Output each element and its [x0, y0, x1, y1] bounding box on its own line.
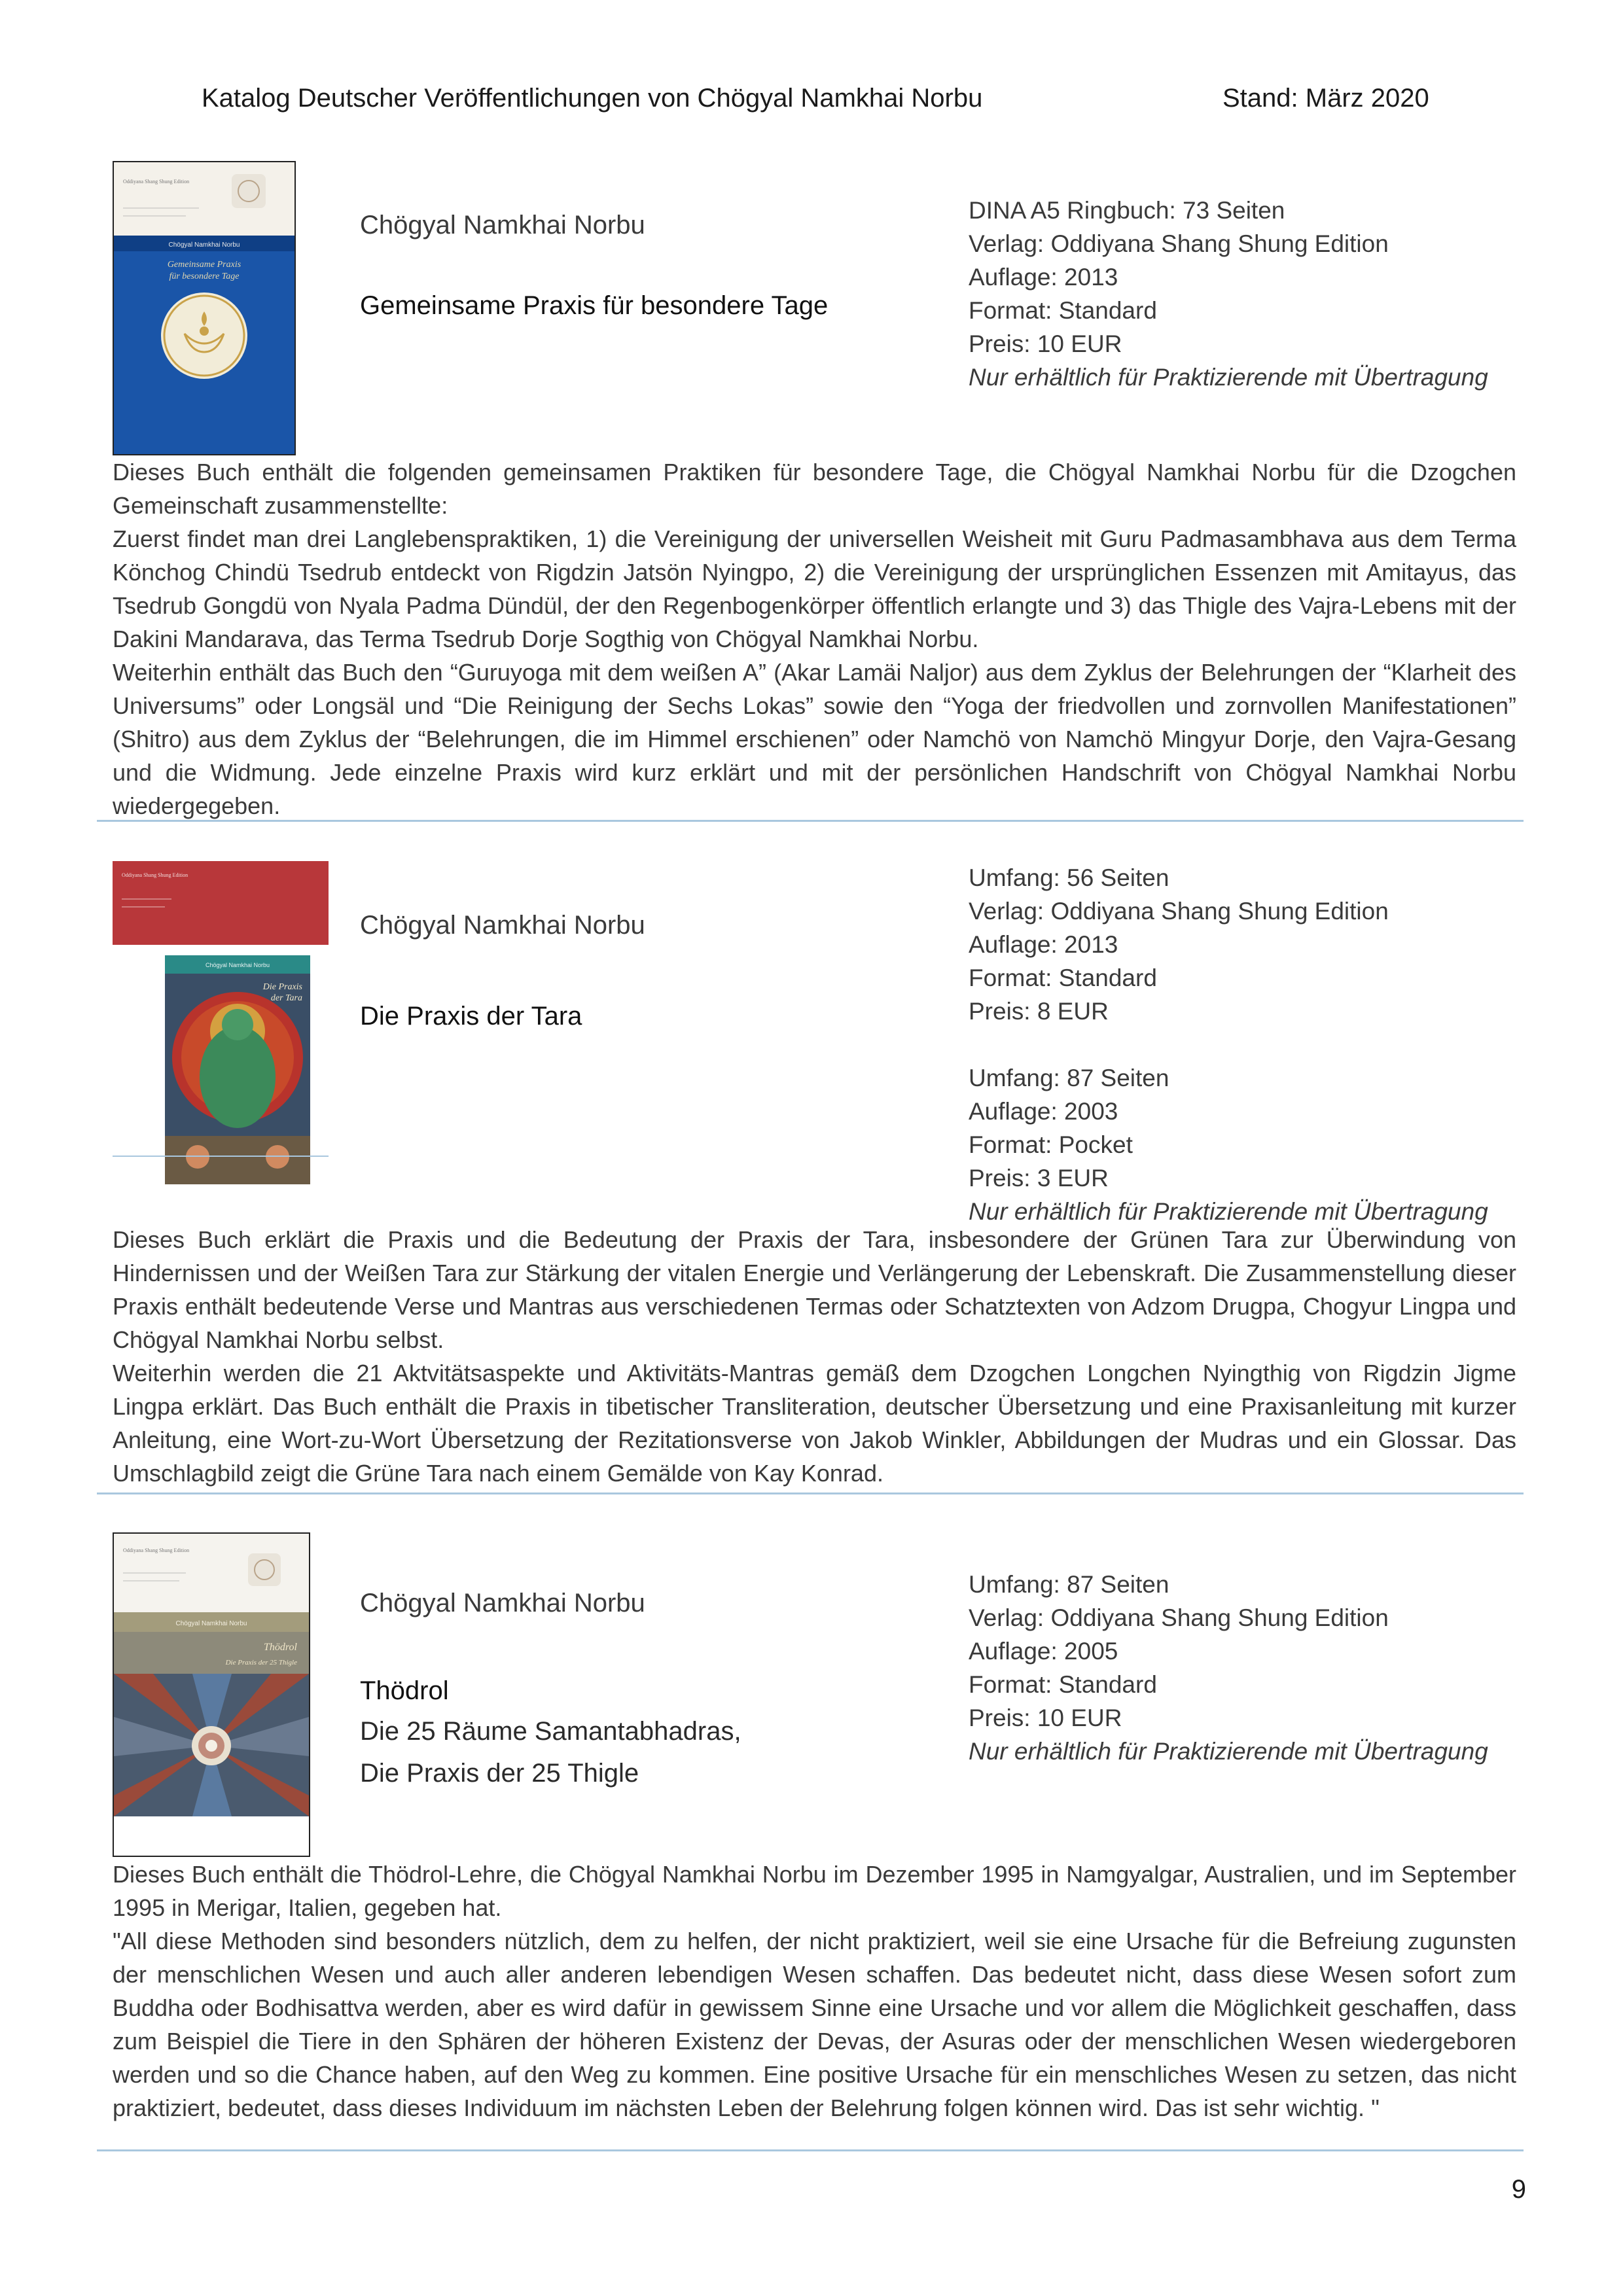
cover-painting-green-tara — [165, 974, 310, 1184]
book-cover-thoedrol — [113, 1532, 310, 1857]
cover-publisher: Oddiyana Shang Shung Edition — [122, 872, 188, 878]
book-cover-gemeinsame-praxis — [113, 161, 296, 455]
cover-author: Chögyal Namkhai Norbu — [175, 1620, 247, 1627]
description-paragraph: "All diese Methoden sind besonders nützlich, dem zu helfen, der nicht praktiziert, weil sie eine Ursache für die Befreiung zugunsten der menschlichen Wesen und auch aller anderen lebendigen Wesen schaffen. Das bedeutet nicht, dass diese Wesen sofort zum Buddha oder Bodhisattva werden, aber es wird dafür in gewissem Sinne eine Ursache und vor allem die Möglichkeit geschaffen, dass zum Beispiel die Tiere in den Sphären der höheren Existenz der Devas, der Asuras oder der menschlichen Wesen wiedergeboren werden und so die Chance haben, auf den Weg zu kommen. Eine positive Ursache für ein menschliches Wesen zu setzen, das nicht praktiziert, bedeutet, dass dieses Individuum im nächsten Leben der Belehrung folgen können wird. Das ist sehr wichtig. " — [113, 1928, 1516, 2121]
catalog-date: Stand: März 2020 — [1222, 84, 1429, 113]
description-paragraph: Weiterhin enthält das Buch den “Guruyoga mit dem weißen A” (Akar Lamäi Naljor) aus dem Zyklus der Belehrungen der “Klarheit des Universums” oder Longsäl und “Die Reinigung der Sechs Lokas” sowie den “Yoga der friedvollen und zornvollen Manifestationen” (Shitro) aus dem Zyklus der “Belehrungen, die im Himmel erschienen” oder Namchö von Namchö Mingyur Dorje, den Vajra-Gesang und die Widmung. Jede einzelne Praxis wird kurz erklärt und mit der persönlichen Handschrift von Chögyal Namkhai Norbu wiedergegeben. — [113, 659, 1516, 819]
detail-line: Auflage: 2013 — [969, 264, 1118, 291]
entry2-description — [113, 1223, 1516, 1490]
detail-line: Umfang: 87 Seiten — [969, 1571, 1169, 1598]
description-paragraph: Zuerst findet man drei Langlebenspraktiken, 1) die Vereinigung der universellen Weisheit mit Guru Padmasambhava aus dem Terma Könchog Chindü Tsedrub entdeckt von Rigdzin Jatsön Nyingpo, 2) die Vereinigung der ursprünglichen Essenzen mit Amitayus, das Tsedrub Gongdü von Nyala Padma Dündül, der den Regenbogenkörper öffentlich erlangte und 3) das Thigle des Vajra-Lebens mit der Dakini Mandarava, das Terma Tsedrub Dorje Sogthig von Chögyal Namkhai Norbu. — [113, 525, 1516, 652]
description-paragraph: Dieses Buch erklärt die Praxis und die Bedeutung der Praxis der Tara, insbesondere der Grünen Tara zur Überwindung von Hindernissen und der Weißen Tara zur Stärkung der vitalen Energie und Verlängerung der Lebenskraft. Die Zusammenstellung dieser Praxis enthält bedeutende Verse und Mantras aus verschiedenen Termas oder Schatztexten von Adzom Drugpa, Chogyur Lingpa und Chögyal Namkhai Norbu selbst. — [113, 1226, 1516, 1353]
detail-line: Umfang: 56 Seiten — [969, 864, 1169, 891]
detail-line: Verlag: Oddiyana Shang Shung Edition — [969, 1604, 1389, 1631]
detail-line: Preis: 10 EUR — [969, 330, 1122, 357]
entry3-author: Chögyal Namkhai Norbu — [360, 1589, 645, 1617]
detail-line: Preis: 3 EUR — [969, 1165, 1109, 1192]
availability-note: Nur erhältlich für Praktizierende mit Übertragung — [969, 1738, 1488, 1765]
description-paragraph: Dieses Buch enthält die Thödrol-Lehre, die Chögyal Namkhai Norbu im Dezember 1995 in Namgyalgar, Australien, und im September 1995 in Merigar, Italien, gegeben hat. — [113, 1861, 1516, 1921]
detail-spacer — [969, 1028, 1488, 1061]
detail-line: Format: Standard — [969, 964, 1157, 991]
entry2-title: Die Praxis der Tara — [360, 1002, 582, 1031]
entry-separator — [97, 2149, 1524, 2151]
cover-author: Chögyal Namkhai Norbu — [168, 241, 240, 249]
detail-line: DINA A5 Ringbuch: 73 Seiten — [969, 197, 1285, 224]
detail-line: Auflage: 2013 — [969, 931, 1118, 958]
cover-author: Chögyal Namkhai Norbu — [205, 962, 270, 968]
availability-note: Nur erhältlich für Praktizierende mit Übertragung — [969, 364, 1488, 391]
cover-emblem — [161, 292, 247, 379]
description-paragraph: Weiterhin werden die 21 Aktvitätsaspekte und Aktivitäts-Mantras gemäß dem Dzogchen Longchen Nyingthig von Rigdzin Jigme Lingpa erklärt. Das Buch enthält die Praxis in tibetischer Transliteration, deutscher Übersetzung und eine Praxisanleitung mit kurzer Anleitung, eine Wort-zu-Wort Übersetzung der Rezitationsverse von Jakob Winkler, Abbildungen der Mudras und ein Glossar. Das Umschlagbild zeigt die Grüne Tara nach einem Gemälde von Kay Konrad. — [113, 1360, 1516, 1487]
cover-publisher: Oddiyana Shang Shung Edition — [123, 179, 190, 185]
cover-photo-mandala-ceiling — [114, 1674, 309, 1816]
description-paragraph: Dieses Buch enthält die folgenden gemeinsamen Praktiken für besondere Tage, die Chögyal Namkhai Norbu für die Dzogchen Gemeinschaft zusammenstellte: — [113, 459, 1516, 519]
cover-title-line2: für besondere Tage — [169, 272, 240, 281]
catalog-title: Katalog Deutscher Veröffentlichungen von Chögyal Namkhai Norbu — [202, 84, 983, 113]
cover-title-line2: der Tara — [270, 993, 302, 1003]
cover-publisher: Oddiyana Shang Shung Edition — [123, 1547, 190, 1553]
entry1-title: Gemeinsame Praxis für besondere Tage — [360, 291, 829, 320]
entry1-details — [969, 194, 1488, 394]
entry3-subtitle-line1: Die 25 Räume Samantabhadras, — [360, 1717, 741, 1746]
detail-line: Preis: 10 EUR — [969, 1704, 1122, 1731]
detail-line: Preis: 8 EUR — [969, 998, 1109, 1025]
detail-line: Auflage: 2003 — [969, 1098, 1118, 1125]
cover-title-line1: Gemeinsame Praxis — [167, 260, 241, 270]
entry3-title: Thödrol — [360, 1676, 449, 1705]
page-number: 9 — [1511, 2175, 1526, 2204]
entry2-author: Chögyal Namkhai Norbu — [360, 911, 645, 940]
entry3-description — [113, 1858, 1516, 2125]
cover-title-line2: Die Praxis der 25 Thigle — [225, 1659, 297, 1667]
cover-publisher-logo — [248, 1553, 281, 1586]
book-cover-praxis-der-tara — [113, 861, 329, 1184]
detail-line: Verlag: Oddiyana Shang Shung Edition — [969, 898, 1389, 925]
entry2-details — [969, 861, 1488, 1228]
availability-note: Nur erhältlich für Praktizierende mit Übertragung — [969, 1198, 1488, 1225]
entry-separator — [97, 820, 1524, 822]
detail-line: Format: Standard — [969, 1671, 1157, 1698]
detail-line: Format: Pocket — [969, 1131, 1133, 1158]
detail-line: Auflage: 2005 — [969, 1638, 1118, 1665]
detail-line: Format: Standard — [969, 297, 1157, 324]
entry3-subtitle-line2: Die Praxis der 25 Thigle — [360, 1759, 639, 1788]
detail-line: Umfang: 87 Seiten — [969, 1065, 1169, 1091]
entry-separator — [97, 1492, 1524, 1494]
cover-title-line1: Die Praxis — [262, 982, 302, 992]
entry3-details — [969, 1568, 1488, 1768]
cover-title-line1: Thödrol — [264, 1642, 297, 1653]
entry1-description — [113, 455, 1516, 822]
detail-line: Verlag: Oddiyana Shang Shung Edition — [969, 230, 1389, 257]
entry1-author: Chögyal Namkhai Norbu — [360, 211, 645, 239]
cover-publisher-logo — [232, 174, 266, 208]
